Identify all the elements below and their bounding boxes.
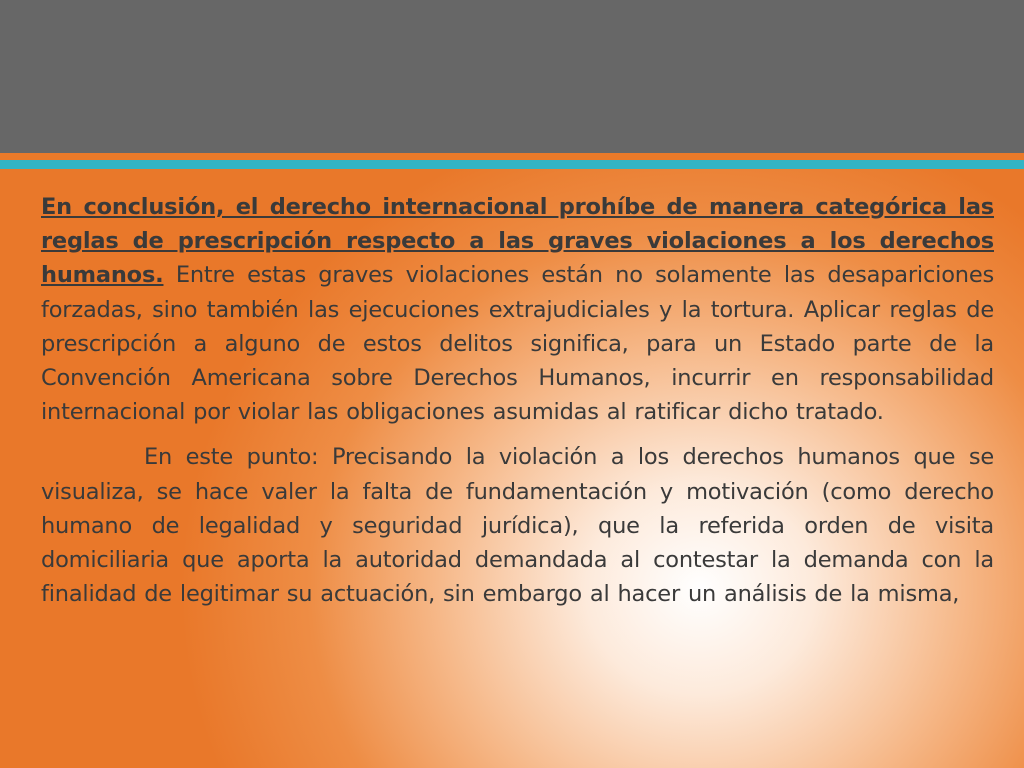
teal-divider-stripe	[0, 160, 1024, 169]
paragraph-body: Entre estas graves violaciones están no solamente las desapariciones forzadas, sino también las ejecuciones extrajudiciales y la tortura. Aplicar reglas de prescripción a alguno de estos delitos significa, para un Estado parte de la Convención Americana sobre Derechos Humanos, incurrir en responsabilidad internacional por violar las obligaciones asumidas al ratificar dicho tratado.	[41, 262, 994, 426]
paragraph-analysis-text: En este punto: Precisando la violación a los derechos humanos que se visualiza, se hace valer la falta de fundamentación y motivación (como derecho humano de legalidad y seguridad jurídica), que la referida orden de visita domiciliaria que aporta la autoridad demandada al contestar la demanda con la finalidad de legitimar su actuación, sin embargo al hacer un análisis de la misma,	[41, 444, 994, 608]
slide-header-band	[0, 0, 1024, 153]
paragraph-conclusion	[41, 190, 994, 429]
orange-divider-stripe	[0, 153, 1024, 160]
paragraph-analysis	[41, 440, 994, 611]
paragraph-lead-sentence: En conclusión, el derecho internacional prohíbe de manera categórica las reglas de prescripción respecto a las graves violaciones a los derechos humanos.	[41, 194, 994, 289]
slide-text-block	[41, 190, 994, 611]
